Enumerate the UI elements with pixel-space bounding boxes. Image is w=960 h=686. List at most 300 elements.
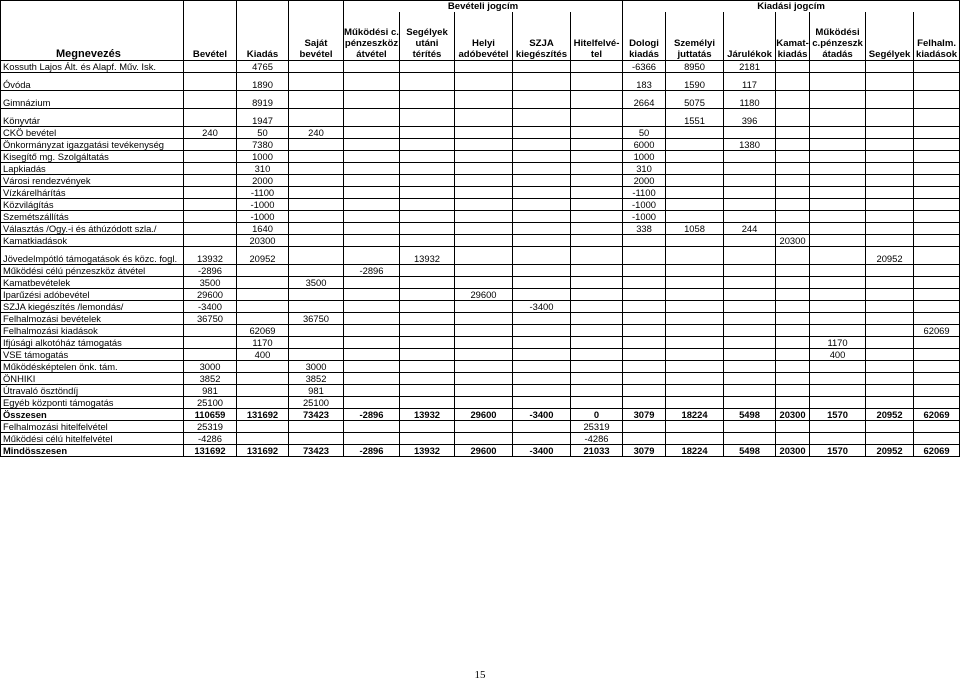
table-cell [914,60,960,72]
table-cell [810,246,866,264]
table-cell [400,264,455,276]
table-row [1,396,960,408]
col-header-borrowing: Hitelfelvé- tel [571,12,623,60]
table-cell: -3400 [184,300,237,312]
table-cell [400,174,455,186]
table-cell [455,222,513,234]
table-cell: 131692 [237,444,289,456]
table-cell [810,222,866,234]
table-row [1,210,960,222]
table-cell [513,324,571,336]
table-cell [914,186,960,198]
row-label: Ifjúsági alkotóház támogatás [1,336,184,348]
table-cell [455,324,513,336]
table-cell [571,312,623,324]
table-cell [666,264,724,276]
table-cell [289,108,344,126]
table-cell: 3079 [623,408,666,420]
table-cell [666,246,724,264]
table-cell: 338 [623,222,666,234]
table-row [1,276,960,288]
table-cell [724,360,776,372]
table-cell [866,276,914,288]
table-cell: 6000 [623,138,666,150]
table-cell [184,234,237,246]
table-row [1,222,960,234]
table-cell [776,372,810,384]
table-cell [237,432,289,444]
table-cell [344,150,400,162]
table-cell [666,372,724,384]
table-cell [776,288,810,300]
table-cell [776,162,810,174]
table-cell [344,360,400,372]
table-cell: 73423 [289,408,344,420]
table-cell: 50 [237,126,289,138]
table-cell [666,432,724,444]
row-label: Kossuth Lajos Ált. és Alapf. Műv. Isk. [1,60,184,72]
table-cell [400,300,455,312]
table-row [1,288,960,300]
table-cell [724,210,776,222]
table-cell: -3400 [513,444,571,456]
table-cell: 20300 [776,408,810,420]
table-cell [623,432,666,444]
row-label: Közvilágítás [1,198,184,210]
table-cell [237,372,289,384]
table-cell [914,276,960,288]
table-cell [623,276,666,288]
table-cell [914,396,960,408]
table-cell [623,108,666,126]
col-header-contributions: Járulékok [724,12,776,60]
table-cell [914,126,960,138]
table-cell [455,312,513,324]
table-cell: 8919 [237,90,289,108]
table-cell [776,150,810,162]
table-cell [914,288,960,300]
table-cell [184,60,237,72]
table-cell [914,174,960,186]
table-cell [289,264,344,276]
table-cell [513,186,571,198]
table-cell [914,234,960,246]
table-cell [237,360,289,372]
table-cell [400,432,455,444]
table-cell [455,162,513,174]
table-cell [810,432,866,444]
table-row [1,360,960,372]
table-cell [666,312,724,324]
table-cell [400,108,455,126]
table-cell [623,300,666,312]
table-cell [455,300,513,312]
table-cell [571,198,623,210]
table-cell: 3852 [184,372,237,384]
table-cell [344,234,400,246]
table-cell: 0 [571,408,623,420]
table-cell [184,108,237,126]
table-cell [184,174,237,186]
table-cell [400,348,455,360]
table-cell: 1170 [810,336,866,348]
table-cell: 20300 [776,444,810,456]
table-cell: 3079 [623,444,666,456]
table-cell [571,372,623,384]
table-row [1,162,960,174]
table-cell [571,72,623,90]
table-cell [776,432,810,444]
table-cell [571,348,623,360]
table-cell [810,360,866,372]
table-cell [289,210,344,222]
table-cell [866,108,914,126]
table-cell [866,138,914,150]
table-cell [914,300,960,312]
table-cell [666,396,724,408]
table-cell: -1000 [237,198,289,210]
table-cell [513,246,571,264]
table-cell [289,288,344,300]
table-cell [344,174,400,186]
table-cell [455,264,513,276]
table-cell [289,432,344,444]
table-cell [810,384,866,396]
table-row [1,432,960,444]
table-cell [571,162,623,174]
table-cell [513,396,571,408]
table-cell [344,90,400,108]
table-cell [513,432,571,444]
table-cell [344,210,400,222]
table-cell [455,138,513,150]
table-cell [237,264,289,276]
table-cell [914,432,960,444]
row-label: Egyéb központi támogatás [1,396,184,408]
table-cell [810,198,866,210]
table-cell: 50 [623,126,666,138]
table-cell [289,162,344,174]
table-cell [666,360,724,372]
table-cell [455,234,513,246]
table-cell [623,420,666,432]
table-cell [724,432,776,444]
table-cell [513,198,571,210]
table-cell: 25319 [571,420,623,432]
table-cell [571,126,623,138]
table-cell: 3000 [184,360,237,372]
table-cell [289,324,344,336]
table-cell [184,150,237,162]
table-cell: -2896 [344,408,400,420]
table-cell [666,150,724,162]
table-cell [810,234,866,246]
table-cell [289,420,344,432]
table-cell [810,108,866,126]
table-cell [724,336,776,348]
table-cell [289,60,344,72]
table-cell [866,126,914,138]
table-cell [400,336,455,348]
col-header-operating-handover: Működési c.pénzeszk átadás [810,12,866,60]
table-cell [237,396,289,408]
table-cell: 36750 [184,312,237,324]
table-cell [184,72,237,90]
table-cell: 13932 [400,408,455,420]
table-cell [724,384,776,396]
table-cell [344,288,400,300]
table-cell [455,150,513,162]
table-cell [289,198,344,210]
table-cell [724,198,776,210]
table-cell [571,246,623,264]
table-cell: 29600 [184,288,237,300]
table-cell [810,126,866,138]
table-cell [400,420,455,432]
table-cell [400,372,455,384]
table-cell [455,186,513,198]
table-cell: 3500 [289,276,344,288]
table-row [1,384,960,396]
table-row [1,60,960,72]
table-cell [810,138,866,150]
table-cell: 5498 [724,408,776,420]
row-label: Önkormányzat igazgatási tevékenység [1,138,184,150]
row-label: Szemétszállítás [1,210,184,222]
table-cell [914,336,960,348]
row-label: Lapkiadás [1,162,184,174]
table-cell [810,288,866,300]
table-cell [400,288,455,300]
table-cell [455,126,513,138]
table-cell [623,396,666,408]
table-cell [914,72,960,90]
table-cell: -3400 [513,408,571,420]
table-cell [237,300,289,312]
table-cell [914,138,960,150]
table-cell [513,312,571,324]
table-cell: 2664 [623,90,666,108]
table-cell [571,138,623,150]
table-cell [623,336,666,348]
table-cell: 400 [810,348,866,360]
table-cell [513,264,571,276]
table-cell: -4286 [184,432,237,444]
table-cell: 36750 [289,312,344,324]
table-cell [724,312,776,324]
table-cell [866,288,914,300]
table-cell [866,234,914,246]
row-label: Működésképtelen önk. tám. [1,360,184,372]
table-cell [666,324,724,336]
table-cell [289,348,344,360]
row-label: Könyvtár [1,108,184,126]
table-cell: 29600 [455,444,513,456]
table-cell [666,138,724,150]
table-cell: 981 [289,384,344,396]
table-cell [455,396,513,408]
table-cell [724,234,776,246]
row-label: Felhalmozási kiadások [1,324,184,336]
row-label: Jövedelmpótló támogatások és közc. fogl. [1,246,184,264]
table-cell [344,186,400,198]
table-cell [866,60,914,72]
table-cell [184,198,237,210]
table-cell [666,336,724,348]
table-cell [724,126,776,138]
table-cell [776,300,810,312]
table-cell [344,324,400,336]
row-label: Felhalmozási bevételek [1,312,184,324]
table-cell [513,108,571,126]
table-cell [237,288,289,300]
table-cell [513,234,571,246]
table-cell [623,348,666,360]
table-cell [776,186,810,198]
table-cell [776,324,810,336]
table-cell: 131692 [237,408,289,420]
table-cell [866,150,914,162]
table-cell [289,300,344,312]
table-cell [776,174,810,186]
table-cell [623,372,666,384]
table-cell [866,174,914,186]
table-cell [289,174,344,186]
table-cell [866,222,914,234]
table-cell [810,150,866,162]
table-cell: 62069 [914,324,960,336]
table-cell [344,126,400,138]
table-cell [724,348,776,360]
table-cell [623,288,666,300]
table-cell: 20952 [237,246,289,264]
table-cell [184,222,237,234]
table-cell: 1170 [237,336,289,348]
table-cell [400,360,455,372]
table-cell [666,288,724,300]
table-cell [344,432,400,444]
table-row [1,234,960,246]
group-header-income: Bevételi jogcím [344,1,623,13]
table-cell [724,150,776,162]
table-cell [810,396,866,408]
table-cell [344,336,400,348]
table-cell [666,126,724,138]
table-cell [776,264,810,276]
table-cell [455,246,513,264]
col-header-interest: Kamat- kiadás [776,12,810,60]
table-cell [724,264,776,276]
table-cell: 29600 [455,288,513,300]
table-cell [914,246,960,264]
table-cell [776,72,810,90]
table-cell [184,336,237,348]
table-cell [455,420,513,432]
col-header-personnel: Személyi juttatás [666,12,724,60]
row-label: Működési célú pénzeszköz átvétel [1,264,184,276]
table-cell: 20952 [866,246,914,264]
table-cell [571,174,623,186]
table-cell [776,336,810,348]
table-cell: 73423 [289,444,344,456]
row-label: CKÖ bevétel [1,126,184,138]
table-cell [400,234,455,246]
table-cell: 1380 [724,138,776,150]
table-cell [455,336,513,348]
table-cell [455,432,513,444]
row-label: Iparűzési adóbevétel [1,288,184,300]
table-cell [455,360,513,372]
table-cell [344,420,400,432]
table-cell [571,60,623,72]
table-cell [400,60,455,72]
table-cell [623,246,666,264]
table-cell: -1000 [623,198,666,210]
col-header-capital-expense: Felhalm. kiadások [914,12,960,60]
table-cell: 1947 [237,108,289,126]
table-cell [914,210,960,222]
col-header-expense: Kiadás [237,1,289,61]
table-cell: 3852 [289,372,344,384]
table-cell: 20300 [776,234,810,246]
table-row [1,324,960,336]
table-cell [623,360,666,372]
table-cell [455,198,513,210]
table-cell [571,324,623,336]
table-cell: 8950 [666,60,724,72]
table-cell [914,312,960,324]
table-cell: 110659 [184,408,237,420]
table-cell [513,276,571,288]
table-cell [184,210,237,222]
table-cell [776,198,810,210]
page-number: 15 [474,669,486,681]
table-row [1,174,960,186]
table-cell [400,162,455,174]
table-cell [866,420,914,432]
table-cell [776,108,810,126]
table-cell [776,222,810,234]
row-label: ÖNHIKI [1,372,184,384]
table-cell: 131692 [184,444,237,456]
table-cell [810,276,866,288]
table-cell [184,162,237,174]
table-cell [455,348,513,360]
table-cell [289,222,344,234]
table-cell [344,162,400,174]
table-cell [455,60,513,72]
table-row [1,372,960,384]
table-cell [724,420,776,432]
table-row [1,90,960,108]
row-label: Útravaló ösztöndíj [1,384,184,396]
table-cell [571,360,623,372]
table-cell [776,384,810,396]
table-cell [914,162,960,174]
table-cell [455,72,513,90]
table-cell [866,372,914,384]
table-cell [400,276,455,288]
table-cell [866,384,914,396]
table-cell [666,300,724,312]
table-cell [400,198,455,210]
row-label: Óvóda [1,72,184,90]
table-cell [571,384,623,396]
table-cell [513,174,571,186]
table-cell [344,198,400,210]
table-cell [455,90,513,108]
table-cell: 396 [724,108,776,126]
